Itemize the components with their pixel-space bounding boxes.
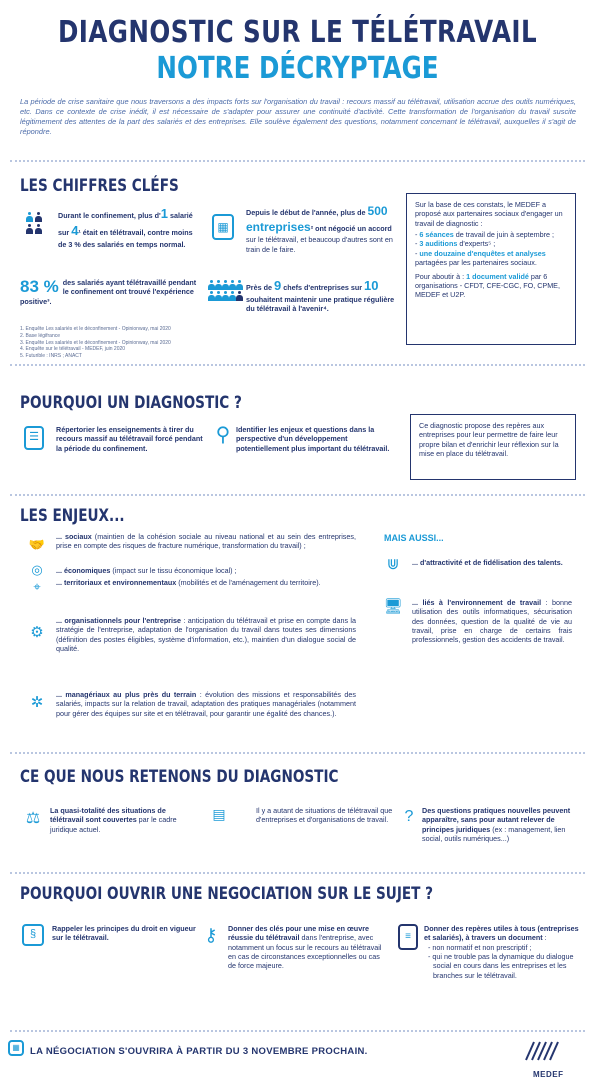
group-icon [208, 280, 242, 301]
network-icon: ⚙ [30, 623, 44, 641]
diagnostic-info-box: Sur la base de ces constats, le MEDEF a proposé aux partenaires sociaux d'engager un travail de diagnostic : - 6 séances de travail de juin à septembre ; - 3 auditions d'experts⁵ ; - une douzaine d'enquêtes et analyses partagées par les partenaires sociaux. Pour aboutir à : 1 document validé par 6 organisations - CFDT, CFE-CGC, FO, CPME, MEDEF et U2P. [406, 193, 576, 345]
enjeu-organisationnels: ... organisationnels pour l'entreprise : anticipation du télétravail et prise en compte dans la stratégie de l'entreprise, adaptation de l'organisation du travail dans toutes ses dimensions (définition des postes éligibles, système d'information, etc.), maintien d'un dialogue social de qualité. [56, 616, 356, 654]
team-icon: ✲ [30, 693, 44, 711]
people-icon [26, 212, 42, 234]
page-subtitle: NOTRE DÉCRYPTAGE [156, 51, 439, 86]
section-heading-retenons: CE QUE NOUS RETENONS DU DIAGNOSTIC [20, 767, 339, 787]
checklist-icon: ☰ [24, 426, 44, 450]
enjeu-sociaux: ... sociaux (maintien de la cohésion sociale au niveau national et au sein des entreprises, prise en compte des risques de fracture numérique, transformation du travail) ; [56, 532, 356, 551]
section-heading-pourquoi: POURQUOI UN DIAGNOSTIC ? [20, 393, 242, 413]
section-heading-chiffres: LES CHIFFRES CLÉFS [20, 176, 179, 196]
enjeu-manageriaux: ... managériaux au plus près du terrain : évolution des missions et responsabilités des salariés, impacts sur la relation de travail, adaptation des pratiques managériales (notamment pour gérer des équipes sur site et en télétravail, pour garantir une égalité des chances.). [56, 690, 357, 718]
intro-text: La période de crise sanitaire que nous traversons a des impacts forts sur l'organisation du travail : recours massif au télétravail, utilisation accrue des outils numériques, etc. Dans ce contexte de crise inédit, il est nécessaire de s'adapter pour assurer une continuité d'activité. Cette transformation de l'organisation du travail suscite légitimement des attentes de la part des salariés et des entreprises. Elle soulève également des questions, notamment concernant le télétravail, auxquelles il s'agit de répondre. [20, 97, 576, 136]
desk-icon: 🖥 [383, 597, 403, 615]
medef-logo-icon [520, 1036, 560, 1066]
stat-teletravail-confinement: Durant le confinement, plus d'1 salarié sur 4¹ était en télétravail, contre moins de 3 % des salariés en temps normal. [58, 206, 193, 249]
enjeu-territoriaux: ... territoriaux et environnementaux (mobilités et de l'aménagement du territoire). [56, 578, 321, 587]
magnifier-icon: ⚲ [215, 423, 231, 446]
retenons-item-1: La quasi-totalité des situations de télétravail sont couvertes par le cadre juridique actuel. [50, 806, 177, 834]
pourquoi-item-2: Identifier les enjeux et questions dans la perspective d'un développement potentiellement plus important du télétravail. [236, 425, 390, 453]
calendar-icon: ▦ [8, 1040, 24, 1056]
magnet-icon: ⋓ [386, 555, 400, 573]
medef-logo: MEDEF [533, 1070, 564, 1079]
office-icon: ▤ [212, 806, 226, 823]
scales-icon: ⚖ [25, 810, 41, 827]
enjeu-environnement: ... liés à l'environnement de travail : bonne utilisation des outils informatiques, sécurisation des données, question de la qualité de vie au travail, prise en charge de certains frais professionnels, gestion des accidents de travail. [412, 598, 572, 645]
stat-chefs-entreprises: Près de 9 chefs d'entreprises sur 10 souhaitent maintenir une pratique régulière du télétravail à l'avenir⁴. [246, 278, 395, 314]
enjeu-economiques: ... économiques (impact sur le tissu économique local) ; [56, 566, 237, 575]
divider [10, 1030, 585, 1032]
pourquoi-item-1: Répertorier les enseignements à tirer du recours massif au télétravail forcé pendant la période du confinement. [56, 425, 203, 453]
negociation-item-2: Donner des clés pour une mise en œuvre réussie du télétravail dans l'entreprise, avec notamment un focus sur le recours au télétravail en cas de circonstances exceptionnelles ou cas de force majeure. [228, 924, 382, 971]
retenons-item-2: Il y a autant de situations de télétravail que d'entreprises et d'organisations de travail. [256, 806, 393, 825]
stat-entreprises: Depuis le début de l'année, plus de 500 entreprises² ont négocié un accord sur le télétravail, et beaucoup d'autres sont en train de le faire. [246, 204, 393, 254]
footer-text: LA NÉGOCIATION S'OUVRIRA À PARTIR DU 3 NOVEMBRE PROCHAIN. [30, 1046, 368, 1057]
section-heading-negociation: POURQUOI OUVRIR UNE NEGOCIATION SUR LE SUJET ? [20, 884, 434, 904]
coins-icon: ◎ [31, 561, 43, 577]
mais-aussi-label: MAIS AUSSI... [384, 533, 444, 543]
pourquoi-box: Ce diagnostic propose des repères aux entreprises pour leur permettre de faire leur propre bilan et d'enrichir leur réflexion sur la mise en place du télétravail. [410, 414, 576, 480]
negociation-item-3: Donner des repères utiles à tous (entreprises et salariés), à travers un document : - non normatif et non prescriptif ; - qui ne trouble pas la dynamique du dialogue social en cours dans les entreprises et les branches sur le télétravail. [424, 924, 579, 980]
key-icon: ⚷ [204, 924, 218, 945]
footnotes: 1. Enquête Les salariés et le déconfinement - Opinionway, mai 2020 2. Base légifrance 3. Enquête Les salariés et le déconfinement - Opinionway, mai 2020 4. Enquête sur le télétravail - MEDEF, juin 2020 5. Futurible : INRS ; ANACT [20, 326, 171, 359]
stat-experience-positive: 83 % des salariés ayant télétravaillé pendant le confinement ont trouvé l'expérience positive³. [20, 277, 197, 306]
handshake-icon: 🤝 [28, 536, 46, 552]
map-pin-icon: ⌖ [33, 578, 41, 594]
building-icon: ▦ [212, 214, 234, 240]
divider [10, 364, 585, 366]
question-icon: ? [404, 808, 414, 825]
divider [10, 752, 585, 754]
divider [10, 872, 585, 874]
law-document-icon: § [22, 924, 44, 946]
divider [10, 160, 585, 162]
section-heading-enjeux: LES ENJEUX... [20, 506, 125, 526]
document-icon: ≡ [398, 924, 418, 950]
page-title: DIAGNOSTIC SUR LE TÉLÉTRAVAIL [57, 15, 538, 50]
enjeu-attractivite: ... d'attractivité et de fidélisation des talents. [412, 558, 563, 567]
divider [10, 494, 585, 496]
retenons-item-3: Des questions pratiques nouvelles peuvent apparaître, sans pour autant relever de principes juridiques (ex : management, lien social, outils numériques...) [422, 806, 571, 844]
negociation-item-1: Rappeler les principes du droit en vigueur sur le télétravail. [52, 924, 196, 943]
